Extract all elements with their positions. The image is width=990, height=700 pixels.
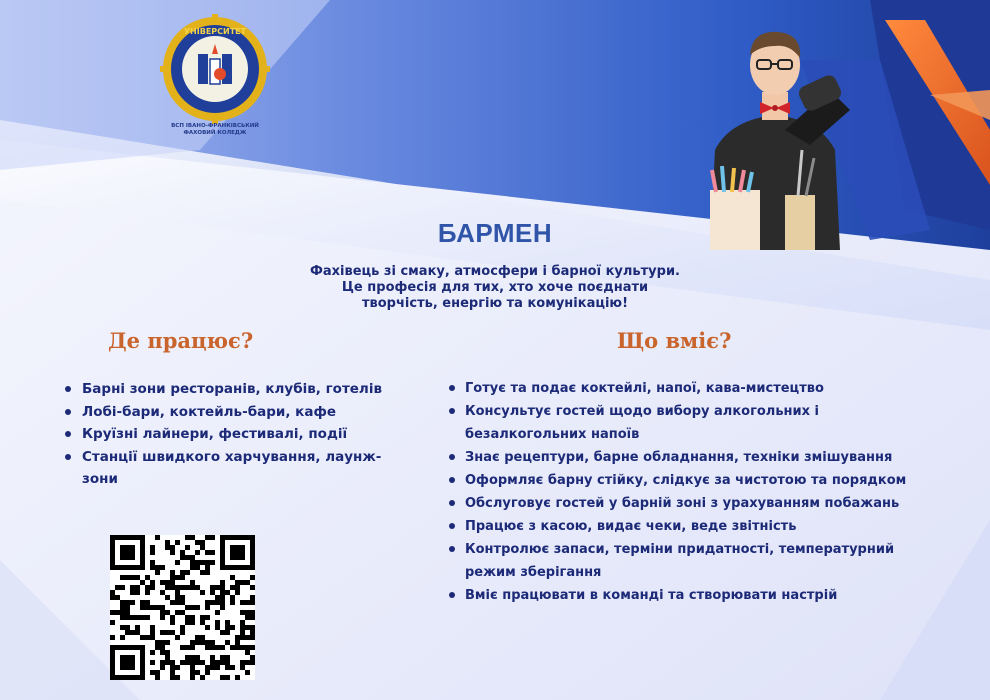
university-emblem-icon — [160, 14, 270, 124]
university-logo — [160, 14, 270, 144]
subtitle-line-3: творчість, енергію та комунікацію! — [361, 296, 629, 311]
logo-caption-line2: ФАХОВИЙ КОЛЕДЖ — [183, 130, 247, 136]
bartender-photo — [690, 20, 865, 250]
list-item: Працює з касою, видає чеки, веде звітність — [446, 515, 916, 538]
list-item: Консультує гостей щодо вибору алкогольних і безалкогольних напоїв — [446, 400, 916, 446]
logo-caption-line1: ВСП ІВАНО-ФРАНКІВСЬКИЙ — [171, 123, 259, 129]
list-item: Готує та подає коктейлі, напої, кава-мистецтво — [446, 377, 916, 400]
qr-code-icon — [110, 535, 255, 680]
subtitle-line-2: Це професія для тих, хто хоче поєднати — [341, 280, 649, 295]
logo-ring-text: УНІВЕРСИТЕТ — [183, 27, 247, 36]
where-works-list — [62, 378, 392, 491]
list-item: Контролює запаси, терміни придатності, температурний режим зберігання — [446, 538, 916, 584]
logo-caption — [154, 123, 276, 137]
list-item: Барні зони ресторанів, клубів, готелів — [62, 378, 392, 401]
list-item: Круїзні лайнери, фестивалі, події — [62, 423, 392, 446]
list-item: Обслуговує гостей у барній зоні з урахуванням побажань — [446, 492, 916, 515]
list-item: Вміє працювати в команді та створювати настрій — [446, 584, 916, 607]
list-item: Станції швидкого харчування, лаунж-зони — [62, 446, 392, 491]
list-item: Знає рецептури, барне обладнання, техніки змішування — [446, 446, 916, 469]
subtitle — [250, 264, 740, 312]
list-item: Оформляє барну стійку, слідкує за чистотою та порядком — [446, 469, 916, 492]
list-item: Лобі-бари, коктейль-бари, кафе — [62, 401, 392, 424]
where-works-heading: Де працює? — [108, 328, 254, 353]
skills-heading: Що вміє? — [617, 328, 732, 353]
qr-code[interactable] — [110, 535, 255, 680]
page-title: БАРМЕН — [437, 218, 553, 248]
skills-list — [446, 377, 916, 607]
subtitle-line-1: Фахівець зі смаку, атмосфери і барної культури. — [310, 264, 680, 279]
